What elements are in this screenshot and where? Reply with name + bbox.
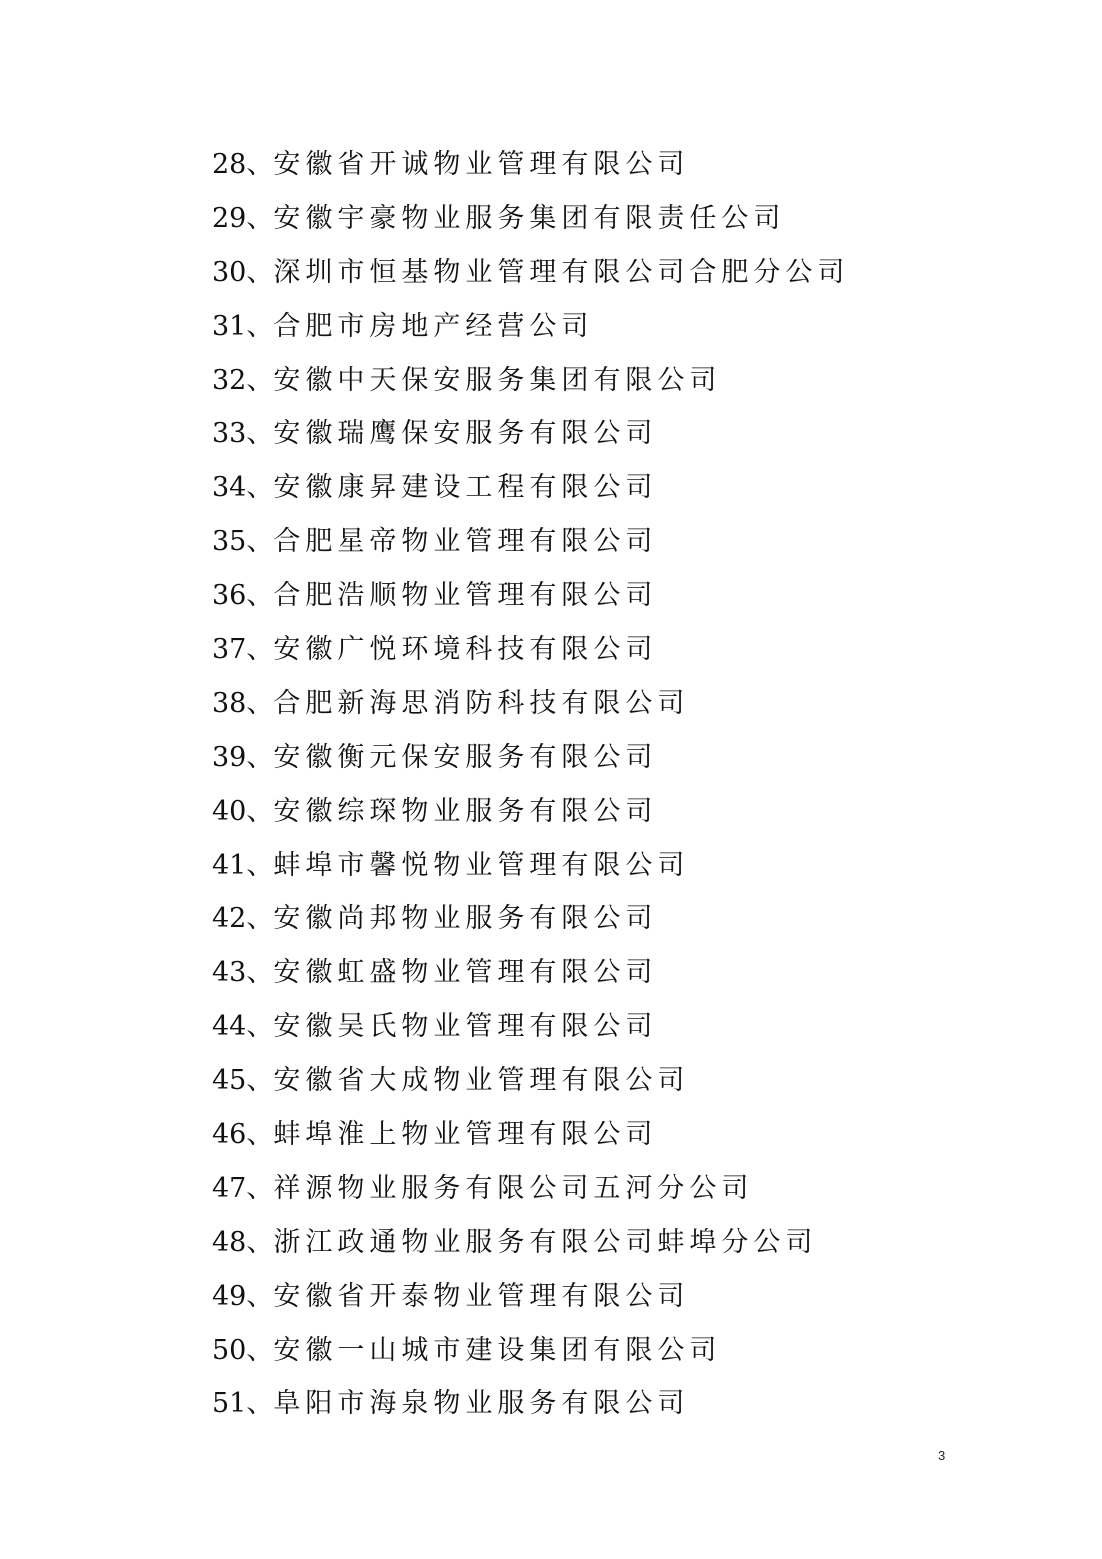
company-name: 安徽衡元保安服务有限公司 [273,741,658,773]
list-item [212,192,849,246]
list-item [212,1054,849,1108]
item-number: 34、 [212,472,274,504]
list-item [212,461,849,515]
list-item [212,1324,849,1378]
item-number: 38、 [212,687,274,719]
company-name: 安徽尚邦物业服务有限公司 [273,903,658,935]
list-item [212,569,849,623]
item-number: 43、 [212,957,274,989]
company-name: 安徽省大成物业管理有限公司 [273,1065,690,1097]
item-number: 37、 [212,634,274,666]
item-number: 45、 [212,1065,274,1097]
list-item [212,1000,849,1054]
item-number: 30、 [212,256,274,288]
list-item [212,839,849,893]
company-name: 安徽广悦环境科技有限公司 [273,634,658,666]
item-number: 40、 [212,795,274,827]
page-number: 3 [938,1448,946,1463]
list-item [212,623,849,677]
item-number: 31、 [212,310,274,342]
list-item [212,1108,849,1162]
company-name: 安徽省开泰物业管理有限公司 [273,1280,690,1312]
company-name: 安徽吴氏物业管理有限公司 [273,1011,658,1043]
item-number: 47、 [212,1172,274,1204]
list-item [212,515,849,569]
company-name: 安徽康昇建设工程有限公司 [273,472,658,504]
company-name: 安徽虹盛物业管理有限公司 [273,957,658,989]
item-number: 28、 [212,149,274,180]
company-name: 合肥市房地产经营公司 [273,310,594,342]
list-item [212,1162,849,1216]
company-name: 合肥星帝物业管理有限公司 [273,526,658,558]
list-item [212,785,849,839]
list-item [212,246,849,300]
item-number: 32、 [212,364,274,396]
item-number: 50、 [212,1334,274,1366]
list-item [212,1377,849,1431]
company-name: 蚌埠市馨悦物业管理有限公司 [273,849,690,881]
company-name: 合肥新海思消防科技有限公司 [273,687,690,719]
list-item [212,892,849,946]
item-number: 44、 [212,1011,274,1043]
company-name: 深圳市恒基物业管理有限公司合肥分公司 [273,256,850,288]
company-name: 阜阳市海泉物业服务有限公司 [273,1388,690,1420]
company-name: 安徽综琛物业服务有限公司 [273,795,658,827]
item-number: 39、 [212,741,274,773]
company-name: 安徽瑞鹰保安服务有限公司 [273,418,658,450]
item-number: 35、 [212,526,274,558]
company-name: 蚌埠淮上物业管理有限公司 [273,1119,658,1151]
company-list [212,138,849,1431]
item-number: 33、 [212,418,274,450]
company-name: 安徽宇豪物业服务集团有限责任公司 [273,202,786,234]
item-number: 42、 [212,903,274,935]
company-name: 合肥浩顺物业管理有限公司 [273,580,658,612]
item-number: 41、 [212,849,274,881]
list-item [212,407,849,461]
list-item [212,731,849,785]
list-item [212,1216,849,1270]
company-name: 祥源物业服务有限公司五河分公司 [273,1172,754,1204]
list-item [212,300,849,354]
item-number: 49、 [212,1280,274,1312]
item-number: 51、 [212,1388,274,1420]
list-item [212,354,849,408]
list-item [212,1270,849,1324]
item-number: 46、 [212,1119,274,1151]
list-item [212,677,849,731]
item-number: 36、 [212,580,274,612]
company-name: 浙江政通物业服务有限公司蚌埠分公司 [273,1226,818,1258]
company-name: 安徽中天保安服务集团有限公司 [273,364,722,396]
list-item [212,138,849,192]
item-number: 48、 [212,1226,274,1258]
item-number: 29、 [212,202,274,234]
company-name: 安徽一山城市建设集团有限公司 [273,1334,722,1366]
company-name: 安徽省开诚物业管理有限公司 [273,149,690,180]
list-item [212,946,849,1000]
